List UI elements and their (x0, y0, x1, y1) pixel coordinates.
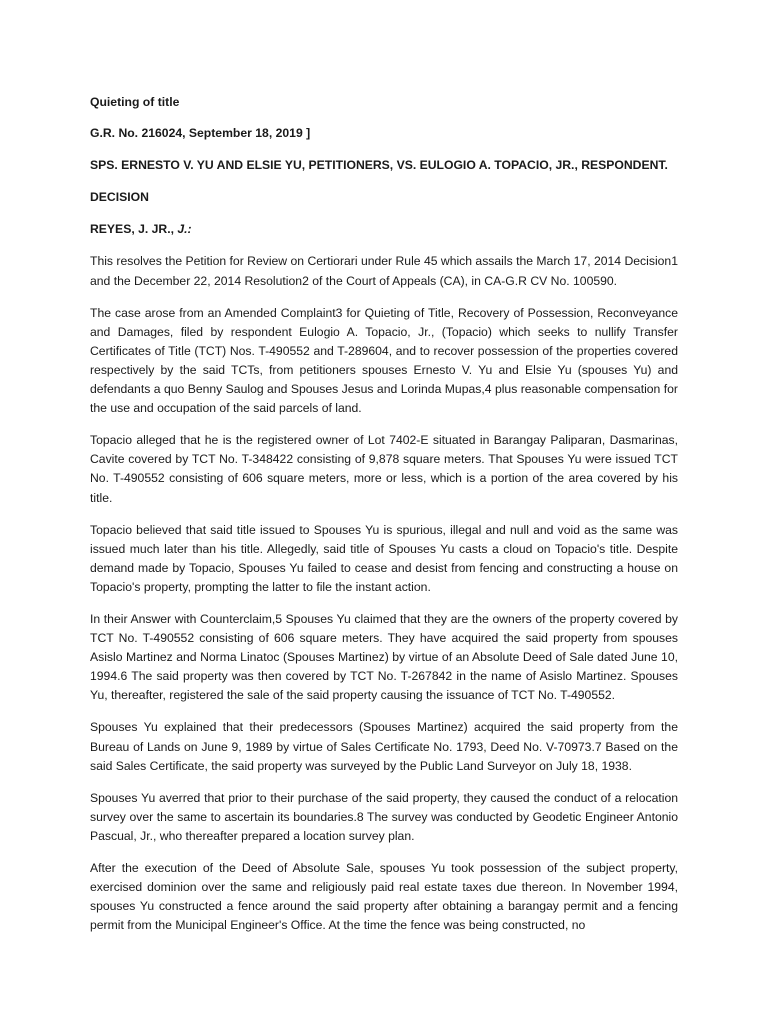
ponente-name: REYES, J. JR., (90, 222, 178, 237)
document-body (90, 93, 678, 948)
ponente-title: J.: (177, 222, 192, 237)
paragraph-5: In their Answer with Counterclaim,5 Spouses Yu claimed that they are the owners of the property covered by TCT No. T-490552 consisting of 606 square meters. They have acquired the said property from spouses Asislo Martinez and Norma Linatoc (Spouses Martinez) by virtue of an Absolute Deed of Sale dated June 10, 1994.6 The said property was then covered by TCT No. T-267842 in the name of Asislo Martinez. Spouses Yu, thereafter, registered the sale of the said property causing the issuance of TCT No. T-490552. (90, 611, 678, 703)
paragraph-1: This resolves the Petition for Review on Certiorari under Rule 45 which assails the March 17, 2014 Decision1 and the December 22, 2014 Resolution2 of the Court of Appeals (CA), in CA-G.R CV No. 100590. (90, 254, 678, 288)
paragraph-3: Topacio alleged that he is the registered owner of Lot 7402-E situated in Barangay Paliparan, Dasmarinas, Cavite covered by TCT No. T-348422 consisting of 9,878 square meters. That Spouses Yu were issued TCT No. T-490552 consisting of 606 square meters, more or less, which is a portion of the area covered by his title. (90, 433, 678, 505)
case-parties: SPS. ERNESTO V. YU AND ELSIE YU, PETITIONERS, VS. EULOGIO A. TOPACIO, JR., RESPONDENT. (90, 158, 668, 173)
ponente (90, 220, 678, 239)
paragraph-8: After the execution of the Deed of Absolute Sale, spouses Yu took possession of the subject property, exercised dominion over the same and religiously paid real estate taxes due thereon. In November 1994, spouses Yu constructed a fence around the said property after obtaining a barangay permit and a fencing permit from the Municipal Engineer's Office. At the time the fence was being constructed, no (90, 861, 678, 933)
paragraph-6: Spouses Yu explained that their predecessors (Spouses Martinez) acquired the said property from the Bureau of Lands on June 9, 1989 by virtue of Sales Certificate No. 1793, Deed No. V-70973.7 Based on the said Sales Certificate, the said property was surveyed by the Public Land Surveyor on July 18, 1938. (90, 720, 678, 773)
decision-label: DECISION (90, 190, 149, 205)
case-number: G.R. No. 216024, September 18, 2019 ] (90, 126, 311, 141)
document-title: Quieting of title (90, 95, 180, 109)
paragraph-2: The case arose from an Amended Complaint3 for Quieting of Title, Recovery of Possession, Reconveyance and Damages, filed by respondent Eulogio A. Topacio, Jr., (Topacio) which seeks to nullify Transfer Certificates of Title (TCT) Nos. T-490552 and T-289604, and to recover possession of the properties covered respectively by the said TCTs, from petitioners spouses Ernesto V. Yu and Elsie Yu (spouses Yu) and defendants a quo Benny Saulog and Spouses Jesus and Lorinda Mupas,4 plus reasonable compensation for the use and occupation of the said parcels of land. (90, 305, 678, 416)
paragraph-7: Spouses Yu averred that prior to their purchase of the said property, they caused the conduct of a relocation survey over the same to ascertain its boundaries.8 The survey was conducted by Geodetic Engineer Antonio Pascual, Jr., who thereafter prepared a location survey plan. (90, 790, 678, 843)
paragraph-4: Topacio believed that said title issued to Spouses Yu is spurious, illegal and null and void as the same was issued much later than his title. Allegedly, said title of Spouses Yu casts a cloud on Topacio's title. Despite demand made by Topacio, Spouses Yu failed to cease and desist from fencing and constructing a house on Topacio's property, prompting the latter to file the instant action. (90, 522, 678, 594)
